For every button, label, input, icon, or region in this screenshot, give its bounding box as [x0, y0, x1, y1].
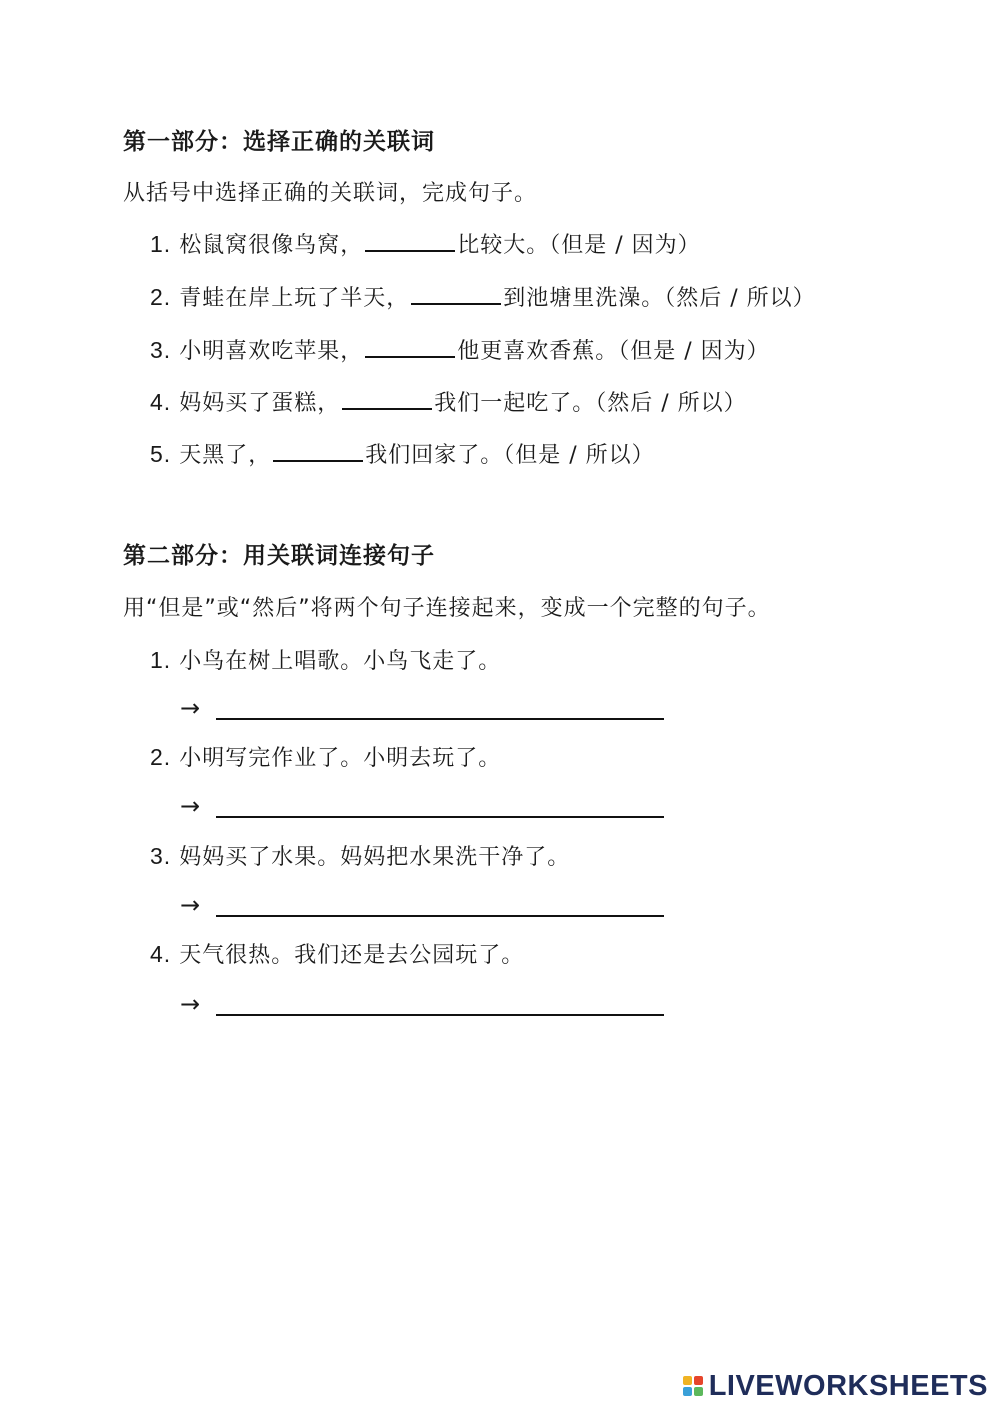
question-text: 小明写完作业了。小明去玩了。	[179, 746, 502, 771]
question-number: 3.	[150, 337, 172, 363]
answer-blank[interactable]	[273, 440, 363, 462]
answer-blank[interactable]	[342, 388, 432, 410]
question-text-after: 他更喜欢香蕉。（但是 / 因为）	[457, 339, 770, 364]
question-number: 2.	[150, 744, 172, 770]
question-text-before: 小明喜欢吃苹果，	[179, 339, 364, 364]
logo-square	[683, 1387, 692, 1396]
question-text-before: 青蛙在岸上玩了半天，	[179, 286, 410, 311]
arrow-icon: →	[180, 694, 201, 722]
question-number: 2.	[150, 284, 172, 310]
question-number: 1.	[150, 647, 172, 673]
answer-line[interactable]	[216, 915, 664, 917]
question-text-after: 我们回家了。（但是 / 所以）	[365, 443, 655, 468]
question-number: 3.	[150, 843, 172, 869]
question-text-before: 松鼠窝很像鸟窝，	[179, 233, 364, 258]
part1-instruction: 从括号中选择正确的关联词，完成句子。	[123, 181, 538, 206]
question-text: 小鸟在树上唱歌。小鸟飞走了。	[179, 649, 502, 674]
question-text: 天气很热。我们还是去公园玩了。	[179, 943, 525, 968]
logo-text: LIVEWORKSHEETS	[708, 1369, 988, 1402]
answer-line[interactable]	[216, 816, 664, 818]
logo-mark-icon	[683, 1376, 703, 1396]
arrow-icon: →	[180, 792, 201, 820]
answer-blank[interactable]	[365, 230, 455, 252]
question-text-after: 比较大。（但是 / 因为）	[457, 233, 701, 258]
question-text-after: 我们一起吃了。（然后 / 所以）	[434, 391, 747, 416]
answer-blank[interactable]	[411, 283, 501, 305]
question-text-before: 天黑了，	[179, 443, 272, 468]
liveworksheets-logo	[683, 1369, 988, 1403]
part2-question-1	[150, 644, 501, 675]
part1-question-3	[150, 334, 770, 365]
question-number: 4.	[150, 941, 172, 967]
answer-line[interactable]	[216, 718, 664, 720]
part2-question-2	[150, 741, 501, 772]
part2-instruction: 用“但是”或“然后”将两个句子连接起来，变成一个完整的句子。	[123, 596, 771, 621]
answer-blank[interactable]	[365, 336, 455, 358]
part1-question-1	[150, 228, 701, 259]
arrow-icon: →	[180, 891, 201, 919]
part2-question-3	[150, 840, 570, 871]
question-text-after: 到池塘里洗澡。（然后 / 所以）	[503, 286, 816, 311]
question-number: 1.	[150, 231, 172, 257]
part1-question-2	[150, 281, 816, 312]
part1-question-4	[150, 386, 747, 417]
logo-square	[694, 1387, 703, 1396]
question-number: 4.	[150, 389, 172, 415]
part1-question-5	[150, 438, 655, 469]
logo-square	[694, 1376, 703, 1385]
question-text: 妈妈买了水果。妈妈把水果洗干净了。	[179, 845, 571, 870]
question-text-before: 妈妈买了蛋糕，	[179, 391, 341, 416]
part1-title: 第一部分：选择正确的关联词	[123, 129, 435, 155]
part2-title: 第二部分：用关联词连接句子	[123, 543, 435, 569]
logo-square	[683, 1376, 692, 1385]
arrow-icon: →	[180, 990, 201, 1018]
question-number: 5.	[150, 441, 172, 467]
part2-question-4	[150, 938, 524, 969]
answer-line[interactable]	[216, 1014, 664, 1016]
